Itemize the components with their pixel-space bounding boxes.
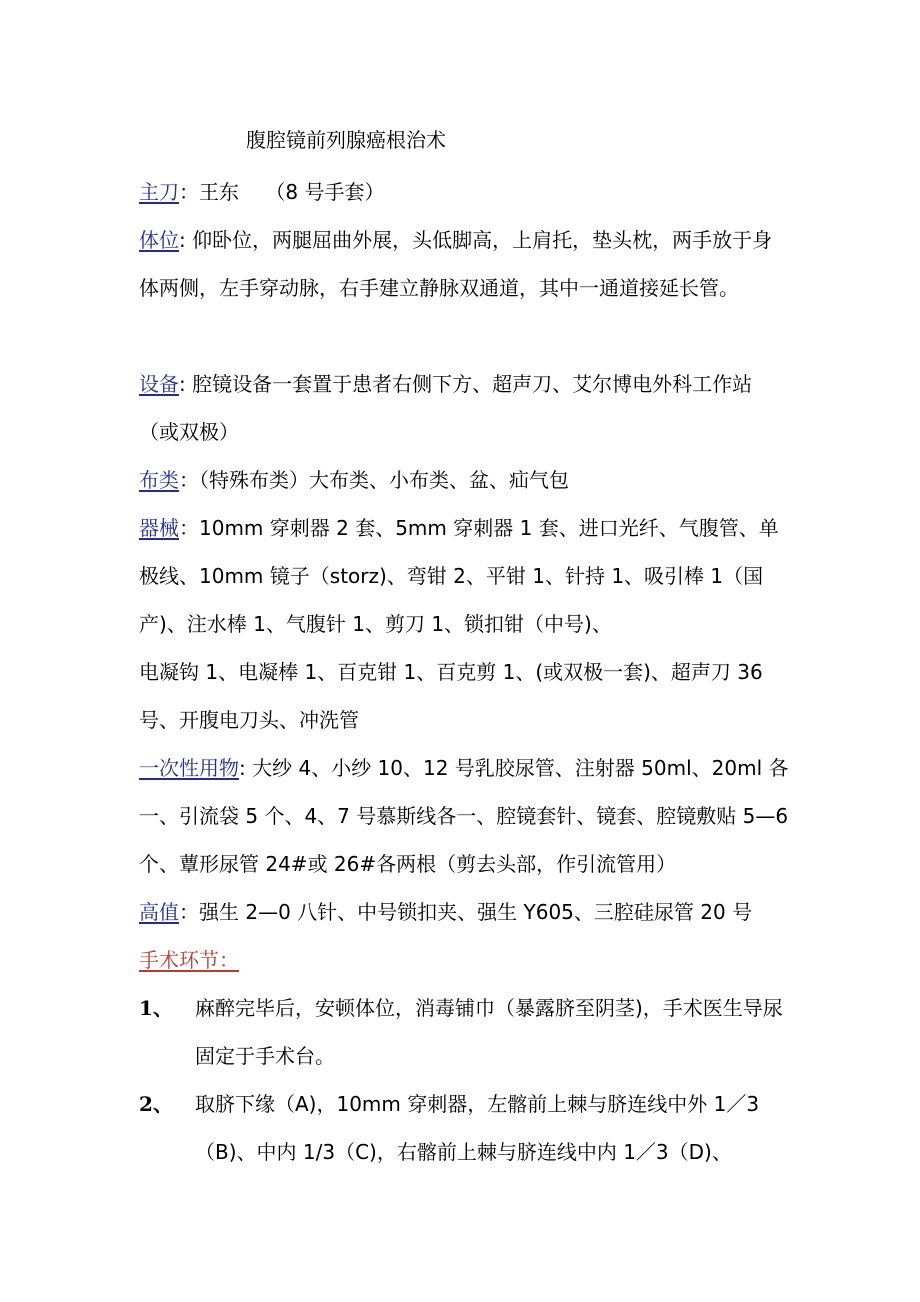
section-label: 布类 bbox=[139, 468, 179, 492]
section-surgeon bbox=[139, 168, 789, 216]
step-item bbox=[139, 1080, 789, 1176]
section-text: 腔镜设备一套置于患者右侧下方、超声刀、艾尔博电外科工作站（或双极） bbox=[139, 372, 753, 444]
section-text: 仰卧位，两腿屈曲外展，头低脚高，上肩托，垫头枕，两手放于身体两侧，左手穿动脉，右手建立静脉双通道，其中一通道接延长管。 bbox=[139, 228, 773, 300]
section-instruments-continued bbox=[139, 648, 789, 744]
section-separator: ： bbox=[179, 516, 199, 540]
section-separator: : bbox=[179, 228, 193, 252]
section-text: 王东 （8 号手套） bbox=[199, 180, 385, 204]
section-separator: ： bbox=[179, 180, 199, 204]
section-label: 体位 bbox=[139, 228, 179, 252]
section-text: 大纱 4、小纱 10、12 号乳胶尿管、注射器 50ml、20ml 各一、引流袋 5 个、4、7 号慕斯线各一、腔镜套针、镜套、腔镜敷贴 5—6 个、蕈形尿管 24#或 26#各两根（剪去头部，作引流管用） bbox=[139, 756, 789, 876]
section-disposables bbox=[139, 744, 789, 888]
section-separator: : bbox=[179, 372, 193, 396]
step-text: 取脐下缘（A)，10mm 穿刺器，左髂前上棘与脐连线中外 1／3（B)、中内 1/3（C)，右髂前上棘与脐连线中内 1／3（D)、 bbox=[195, 1092, 760, 1164]
section-separator: ： bbox=[179, 468, 199, 492]
section-label: 器械 bbox=[139, 516, 179, 540]
section-position bbox=[139, 216, 789, 312]
section-linens bbox=[139, 456, 789, 504]
section-text: 强生 2—0 八针、中号锁扣夹、强生 Y605、三腔硅尿管 20 号 bbox=[199, 900, 753, 924]
document-title: 腹腔镜前列腺癌根治术 bbox=[246, 128, 446, 152]
section-label: 主刀 bbox=[139, 180, 179, 204]
steps-heading: 手术环节： bbox=[139, 948, 239, 972]
step-number: 2、 bbox=[139, 1092, 173, 1116]
section-label: 设备 bbox=[139, 372, 179, 396]
steps-heading-row bbox=[139, 936, 789, 984]
section-equipment bbox=[139, 360, 789, 456]
section-text: （特殊布类）大布类、小布类、盆、疝气包 bbox=[199, 468, 569, 492]
section-text: 10mm 穿刺器 2 套、5mm 穿刺器 1 套、进口光纤、气腹管、单极线、10mm 镜子（storz)、弯钳 2、平钳 1、针持 1、吸引棒 1（国产)、注水棒 1、气腹针 1、剪刀 1、锁扣钳（中号)、 bbox=[139, 516, 779, 636]
section-text: 电凝钩 1、电凝棒 1、百克钳 1、百克剪 1、(或双极一套)、超声刀 36 号、开腹电刀头、冲洗管 bbox=[139, 660, 763, 732]
step-number: 1、 bbox=[139, 996, 173, 1020]
section-instruments bbox=[139, 504, 789, 648]
section-separator: ： bbox=[179, 900, 199, 924]
section-separator: : bbox=[239, 756, 253, 780]
step-item bbox=[139, 984, 789, 1080]
step-text: 麻醉完毕后，安顿体位，消毒铺巾（暴露脐至阴茎)，手术医生导尿固定于手术台。 bbox=[195, 996, 783, 1068]
section-label: 高值 bbox=[139, 900, 179, 924]
section-high-value bbox=[139, 888, 789, 936]
section-label: 一次性用物 bbox=[139, 756, 239, 780]
